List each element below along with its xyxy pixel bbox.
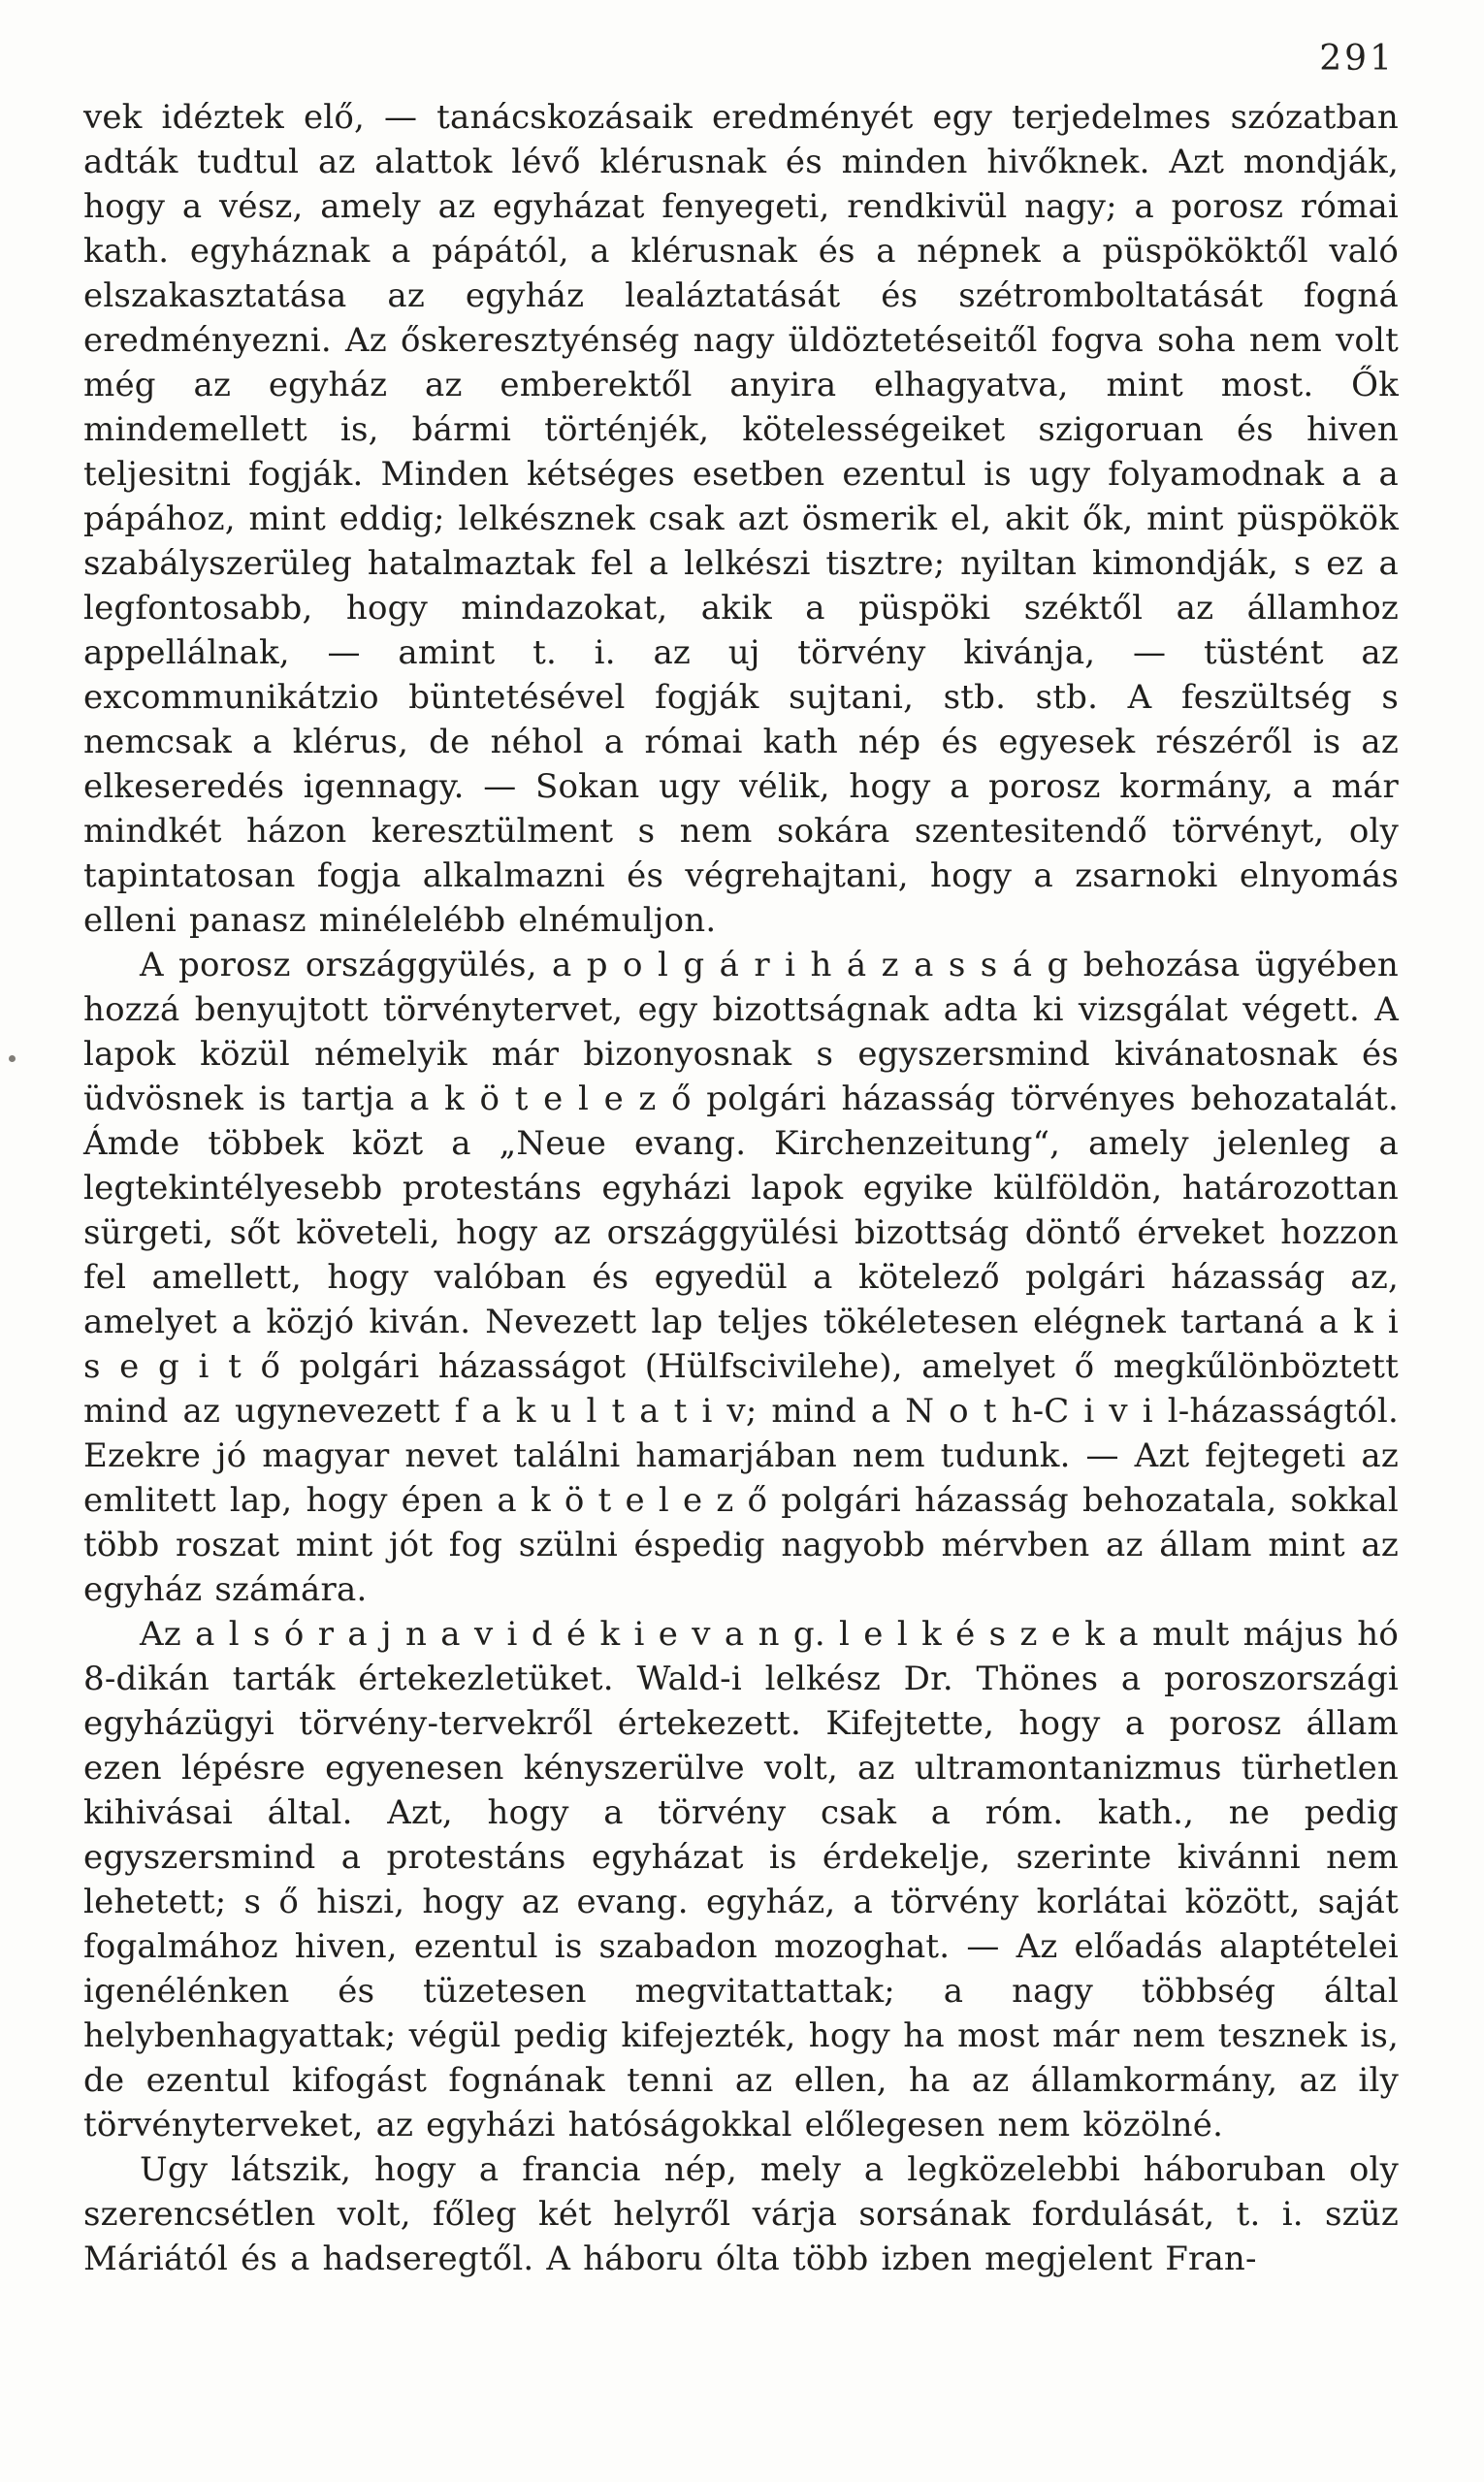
text-block — [83, 95, 1399, 2281]
paragraph-french-people: Ugy látszik, hogy a francia nép, mely a legközelebbi háboruban oly szerencsétlen volt, főleg két helyről várja sorsának fordulását, t. i. szüz Máriától és a hadseregtől. A háboru ólta több izben megjelent Fran- — [83, 2150, 1399, 2278]
paragraph-civil-marriage: A porosz országgyülés, a p o l g á r i h á z a s s á g behozása ügyében hozzá benyujtott törvénytervet, egy bizottságnak adta ki vizsgálat végett. A lapok közül némelyik már bizonyosnak s egyszersmind kivánatosnak és üdvösnek is tartja a k ö t e l e z ő polgári házasság törvényes behozatalát. Ámde többek közt a „Neue evang. Kirchenzeitung“, amely jelenleg a legtekintélyesebb protestáns egyházi lapok egyike külföldön, határozottan sürgeti, sőt követeli, hogy az országgyülési bizottság döntő érveket hozzon fel amellett, hogy valóban és egyedül a kötelező polgári házasság az, amelyet a közjó kiván. Nevezett lap teljes tökéletesen elégnek tartaná a k i s e g i t ő polgári házasságot (Hülfscivilehe), amelyet ő megkűlönböztett mind az ugynevezett f a k u l t a t i v; mind a N o t h-C i v i l-házasságtól. Ezekre jó magyar nevet találni hamarjában nem tudunk. — Azt fejtegeti az emlitett lap, hogy épen a k ö t e l e z ő polgári házasság behozatala, sokkal több roszat mint jót fog szülni éspedig nagyobb mérvben az állam mint az egyház számára. — [83, 946, 1399, 1609]
paragraph-continuation: vek idéztek elő, — tanácskozásaik eredményét egy terjedelmes szózatban adták tudtul az alattok lévő klérusnak és minden hivőknek. Azt mondják, hogy a vész, amely az egyházat fenyegeti, rendkivül nagy; a porosz római kath. egyháznak a pápától, a klérusnak és a népnek a püspököktől való elszakasztatása az egyház lealáztatását és szétromboltatását fogná eredményezni. Az őskeresztyénség nagy üldöztetéseitől fogva soha nem volt még az egyház az emberektől anyira elhagyatva, mint most. Ők mindemellett is, bármi történjék, kötelességeiket szigoruan és hiven teljesitni fogják. Minden kétséges esetben ezentul is ugy folyamodnak a a pápához, mint eddig; lelkésznek csak azt ösmerik el, akit ők, mint püspökök szabályszerüleg hatalmaztak fel a lelkészi tisztre; nyiltan kimondják, s ez a legfontosabb, hogy mindazokat, akik a püspöki széktől az államhoz appellálnak, — amint t. i. az uj törvény kivánja, — tüstént az excommunikátzio büntetésével fogják sujtani, stb. stb. A feszültség s nemcsak a klérus, de néhol a római kath nép és egyesek részéről is az elkeseredés igennagy. — Sokan ugy vélik, hogy a porosz kormány, a már mindkét házon keresztülment s nem sokára szentesitendő törvényt, oly tapintatosan fogja alkalmazni és végrehajtani, hogy a zsarnoki elnyomás elleni panasz minélelébb elnémuljon. — [83, 98, 1399, 940]
scan-speck — [9, 1055, 16, 1062]
paragraph-rhine-pastors: Az a l s ó r a j n a v i d é k i e v a n g. l e l k é s z e k a mult május hó 8-dikán tarták értekezletüket. Wald-i lelkész Dr. Thönes a poroszországi egyházügyi törvény-tervekről értekezett. Kifejtette, hogy a porosz állam ezen lépésre egyenesen kényszerülve volt, az ultramontanizmus türhetlen kihivásai által. Azt, hogy a törvény csak a róm. kath., ne pedig egyszersmind a protestáns egyházat is érdekelje, szerinte kivánni nem lehetett; s ő hiszi, hogy az evang. egyház, a törvény korlátai között, saját fogalmához hiven, ezentul is szabadon mozoghat. — Az előadás alaptételei igenélénken és tüzetesen megvitattattak; a nagy többség által helybenhagyattak; végül pedig kifejezték, hogy ha most már nem tesznek is, de ezentul kifogást fognának tenni az ellen, ha az államkormány, az ily törvényterveket, az egyházi hatóságokkal előlegesen nem közölné. — [83, 1615, 1399, 2144]
page-number: 291 — [1319, 39, 1395, 79]
